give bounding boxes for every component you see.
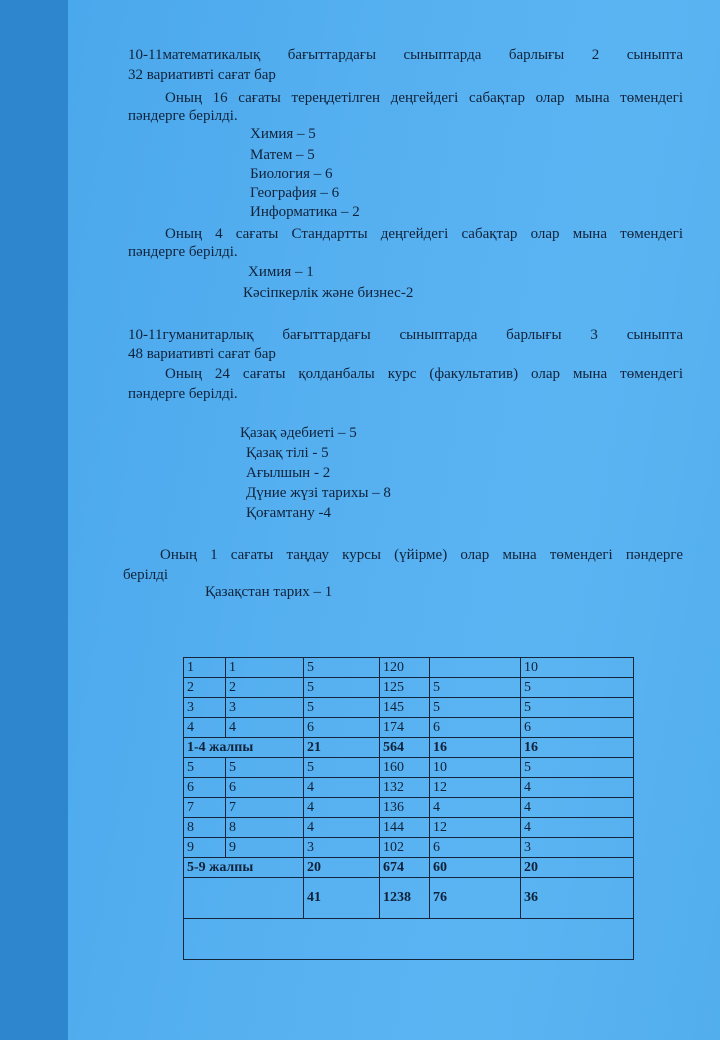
- table-cell: 5: [304, 678, 380, 698]
- background-surface: [0, 0, 68, 1040]
- table-cell: 5: [304, 758, 380, 778]
- table-row: [184, 658, 634, 678]
- applied-item: Ағылшын - 2: [246, 465, 331, 481]
- table-row: [184, 678, 634, 698]
- table-cell: 2: [226, 678, 304, 698]
- table-cell: 10: [521, 658, 634, 678]
- table-cell: 6: [521, 718, 634, 738]
- table-cell: 7: [184, 798, 226, 818]
- hum-heading-line1: 10-11гуманитарлық бағыттардағы сыныптарда барлығы 3 сыныпта: [128, 327, 683, 343]
- table-row: [184, 718, 634, 738]
- hum-applied-intro-line1: Оның 24 сағаты қолданбалы курс (факультатив) олар мына төмендегі: [165, 366, 683, 382]
- hum-heading-line2: 48 вариативті сағат бар: [128, 346, 276, 362]
- table-row: [184, 838, 634, 858]
- table-subtotal-row: [184, 858, 634, 878]
- table-row: [184, 778, 634, 798]
- table-cell: 4: [226, 718, 304, 738]
- table-cell: 125: [380, 678, 430, 698]
- table-cell: 674: [380, 858, 430, 878]
- table-cell: 120: [380, 658, 430, 678]
- table-cell: 60: [430, 858, 521, 878]
- deep-item: Химия – 5: [250, 126, 316, 142]
- table-cell: 20: [521, 858, 634, 878]
- table-cell: 1-4 жалпы: [184, 738, 304, 758]
- table-cell: 6: [430, 718, 521, 738]
- math-heading-line2: 32 вариативті сағат бар: [128, 67, 276, 83]
- applied-item: Қазақ тілі - 5: [246, 445, 329, 461]
- math-deep-intro-line2: пәндерге берілді.: [128, 108, 238, 124]
- table-cell: 132: [380, 778, 430, 798]
- deep-item: Биология – 6: [250, 166, 333, 182]
- math-standard-intro-line1: Оның 4 сағаты Стандартты деңгейдегі сабақтар олар мына төмендегі: [165, 226, 683, 242]
- table-cell: 4: [184, 718, 226, 738]
- table-cell: 4: [304, 818, 380, 838]
- table-cell: 1: [226, 658, 304, 678]
- table-cell: 5: [226, 758, 304, 778]
- table-cell: 21: [304, 738, 380, 758]
- table-cell: 144: [380, 818, 430, 838]
- table-row: [184, 798, 634, 818]
- table-cell: 16: [521, 738, 634, 758]
- table-cell: 564: [380, 738, 430, 758]
- table-cell: 174: [380, 718, 430, 738]
- table-cell: 5-9 жалпы: [184, 858, 304, 878]
- table-cell: 9: [226, 838, 304, 858]
- table-cell: 145: [380, 698, 430, 718]
- table-cell: 5: [430, 698, 521, 718]
- table-cell: 8: [226, 818, 304, 838]
- standard-item: Кәсіпкерлік және бизнес-2: [243, 285, 414, 301]
- table-cell: 4: [304, 778, 380, 798]
- table-cell: 5: [430, 678, 521, 698]
- table-cell: 5: [521, 698, 634, 718]
- table-cell: 136: [380, 798, 430, 818]
- table-total-row: [184, 878, 634, 919]
- table-cell: 10: [430, 758, 521, 778]
- table-cell: 160: [380, 758, 430, 778]
- table-cell: 3: [521, 838, 634, 858]
- applied-item: Қоғамтану -4: [246, 505, 331, 521]
- applied-item: Қазақ әдебиеті – 5: [240, 425, 357, 441]
- table-cell: 5: [521, 758, 634, 778]
- table-cell: 6: [226, 778, 304, 798]
- hum-elective-intro-line2: берілді: [123, 567, 169, 583]
- table-cell: 4: [304, 798, 380, 818]
- math-heading-line1: 10-11математикалық бағыттардағы сыныптарда барлығы 2 сыныпта: [128, 47, 683, 63]
- table-cell: 8: [184, 818, 226, 838]
- table-cell: 41: [304, 878, 380, 919]
- hum-elective-intro-line1: Оның 1 сағаты таңдау курсы (үйірме) олар мына төмендегі пәндерге: [160, 547, 683, 563]
- table-cell: 1238: [380, 878, 430, 919]
- table-cell: 5: [184, 758, 226, 778]
- deep-item: География – 6: [250, 185, 340, 201]
- table-cell: 3: [184, 698, 226, 718]
- deep-item: Информатика – 2: [250, 204, 360, 220]
- table-cell: [184, 878, 304, 919]
- math-deep-intro-line1: Оның 16 сағаты тереңдетілген деңгейдегі сабақтар олар мына төмендегі: [165, 90, 683, 106]
- table-cell: 20: [304, 858, 380, 878]
- table-row: [184, 698, 634, 718]
- table-cell: 4: [521, 818, 634, 838]
- table-cell: 7: [226, 798, 304, 818]
- table-cell: 36: [521, 878, 634, 919]
- table-cell: 3: [226, 698, 304, 718]
- table-cell: 4: [521, 798, 634, 818]
- table-cell: 2: [184, 678, 226, 698]
- table-cell: 5: [304, 698, 380, 718]
- math-standard-intro-line2: пәндерге берілді.: [128, 244, 238, 260]
- table-cell: 9: [184, 838, 226, 858]
- table-cell: 76: [430, 878, 521, 919]
- applied-item: Дүние жүзі тарихы – 8: [246, 485, 391, 501]
- table-cell: 12: [430, 778, 521, 798]
- table-cell: 4: [430, 798, 521, 818]
- table-cell: 1: [184, 658, 226, 678]
- table-subtotal-row: [184, 738, 634, 758]
- hum-applied-intro-line2: пәндерге берілді.: [128, 386, 238, 402]
- table-cell: 5: [304, 658, 380, 678]
- table-cell: 4: [521, 778, 634, 798]
- table-cell: 6: [184, 778, 226, 798]
- table-cell: [184, 919, 634, 960]
- table-cell: 3: [304, 838, 380, 858]
- elective-item: Қазақстан тарих – 1: [205, 584, 333, 600]
- table-cell: 12: [430, 818, 521, 838]
- table-row: [184, 758, 634, 778]
- table-cell: [430, 658, 521, 678]
- hours-table: [183, 657, 634, 960]
- table-empty-row: [184, 919, 634, 960]
- table-cell: 16: [430, 738, 521, 758]
- standard-item: Химия – 1: [248, 264, 314, 280]
- table-cell: 5: [521, 678, 634, 698]
- table-row: [184, 818, 634, 838]
- deep-item: Матем – 5: [250, 147, 315, 163]
- table-cell: 6: [304, 718, 380, 738]
- table-cell: 6: [430, 838, 521, 858]
- table-cell: 102: [380, 838, 430, 858]
